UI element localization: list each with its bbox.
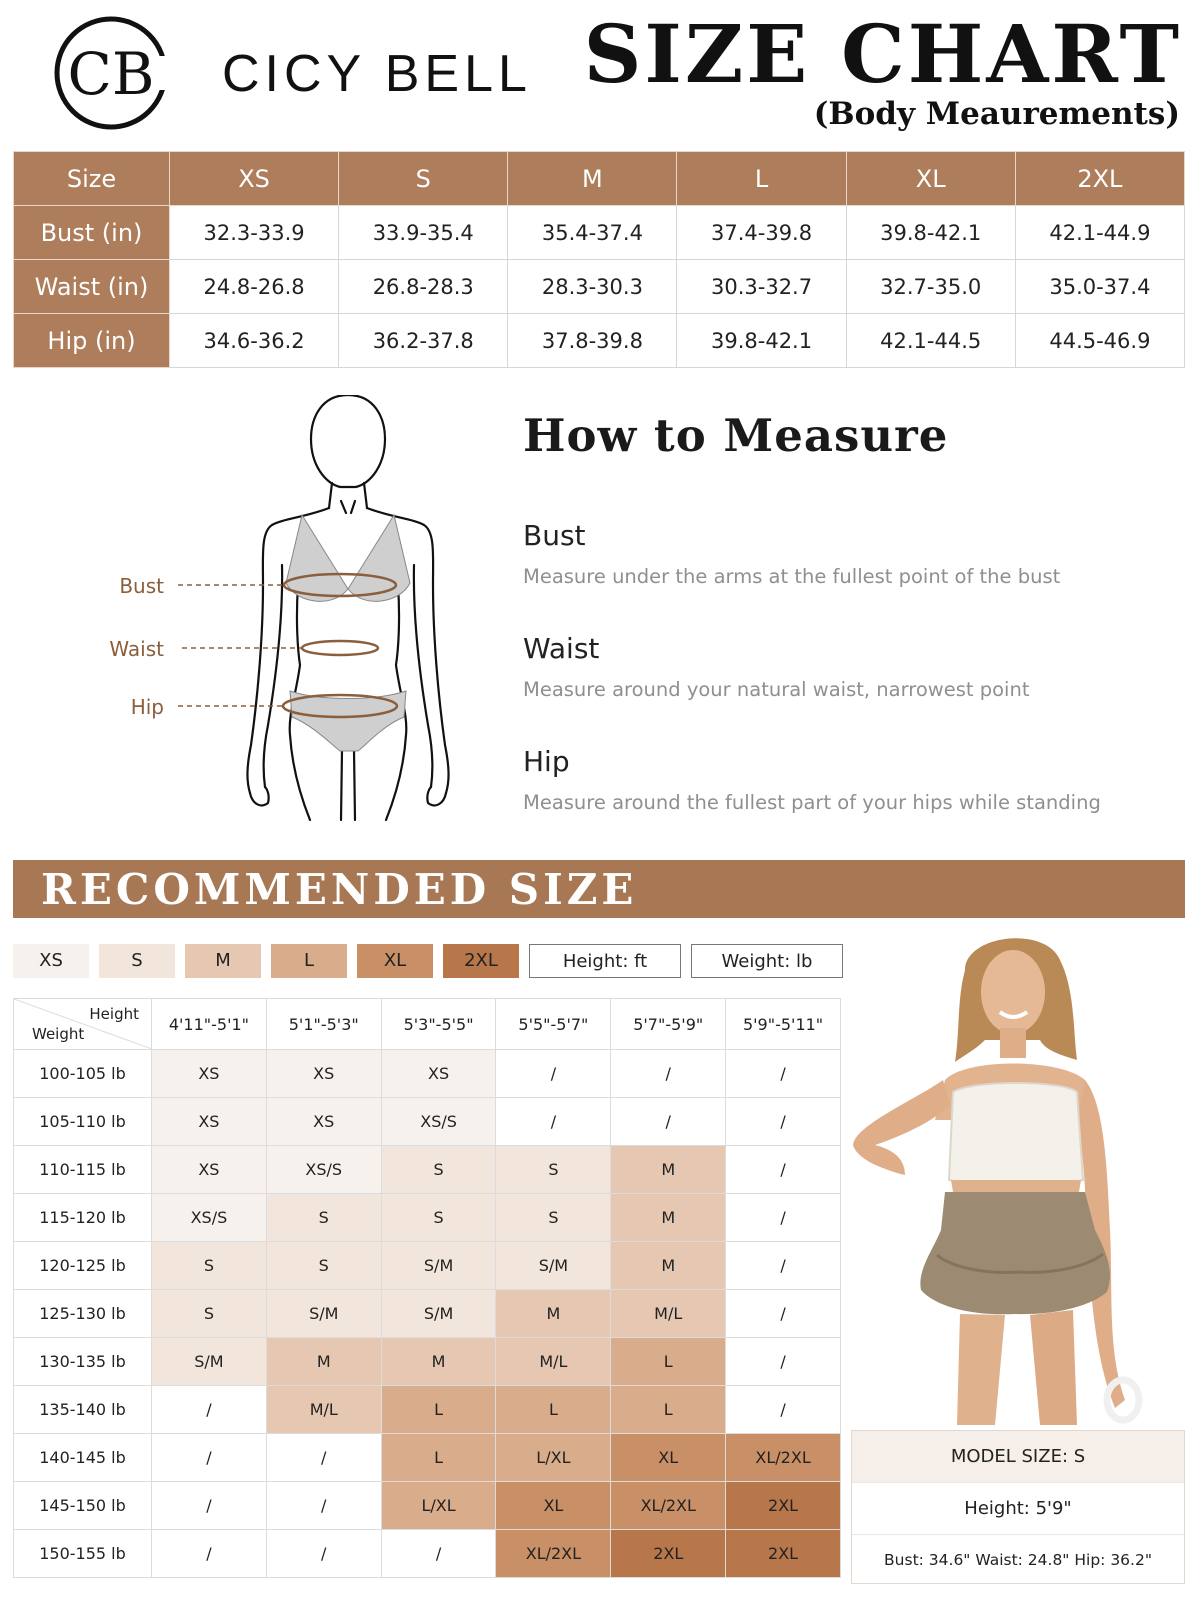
legend-chip-m: M [185, 944, 261, 978]
recommended-size-cell: S/M [152, 1338, 267, 1386]
recommended-size-cell: M/L [496, 1338, 611, 1386]
table-row [14, 1290, 841, 1338]
recommended-size-cell: S [152, 1242, 267, 1290]
table-cell: 28.3-30.3 [508, 260, 677, 314]
recommended-size-cell: S [381, 1146, 496, 1194]
recommended-size-cell: / [152, 1434, 267, 1482]
model-measurements: Bust: 34.6" Waist: 24.8" Hip: 36.2" [884, 1551, 1152, 1569]
table-row [14, 1386, 841, 1434]
brand-logo [52, 14, 170, 132]
model-size: MODEL SIZE: S [852, 1431, 1184, 1483]
page-subtitle: (Body Meaurements) [813, 96, 1180, 132]
table-row [14, 1482, 841, 1530]
legend-chip-s: S [99, 944, 175, 978]
header-cell: S [339, 152, 508, 206]
weight-range-cell: 125-130 lb [14, 1290, 152, 1338]
table-cell: 33.9-35.4 [339, 206, 508, 260]
header-cell: Size [14, 152, 170, 206]
recommended-size-cell: XS [152, 1146, 267, 1194]
recommended-size-cell: S [496, 1194, 611, 1242]
recommended-size-cell: / [381, 1530, 496, 1578]
header-cell: 2XL [1015, 152, 1184, 206]
row-header: Bust (in) [14, 206, 170, 260]
size-color-legend [13, 944, 843, 978]
recommended-size-cell: L [611, 1338, 726, 1386]
table-cell: 32.7-35.0 [846, 260, 1015, 314]
recommended-size-cell: XS/S [152, 1194, 267, 1242]
table-cell: 34.6-36.2 [170, 314, 339, 368]
height-header-cell: 5'1"-5'3" [266, 999, 381, 1050]
recommended-size-cell: / [726, 1194, 841, 1242]
weight-range-cell: 105-110 lb [14, 1098, 152, 1146]
header-cell: XS [170, 152, 339, 206]
model-height: Height: 5'9" [852, 1483, 1184, 1535]
recommended-size-cell: / [152, 1482, 267, 1530]
table-row [14, 206, 1185, 260]
table-cell: 44.5-46.9 [1015, 314, 1184, 368]
recommended-size-cell: S [266, 1194, 381, 1242]
table-cell: 36.2-37.8 [339, 314, 508, 368]
instruction-text: Measure around your natural waist, narrowest point [523, 678, 1030, 701]
recommended-size-cell: S/M [381, 1290, 496, 1338]
brand-name: CICY BELL [222, 45, 532, 103]
recommended-size-cell: L/XL [496, 1434, 611, 1482]
recommended-size-cell: L [496, 1386, 611, 1434]
recommended-size-cell: 2XL [611, 1530, 726, 1578]
recommended-size-cell: / [266, 1434, 381, 1482]
table-cell: 39.8-42.1 [846, 206, 1015, 260]
banner-title: RECOMMENDED SIZE [41, 865, 638, 914]
row-header: Waist (in) [14, 260, 170, 314]
legend-height-unit: Height: ft [529, 944, 681, 978]
table-cell: 26.8-28.3 [339, 260, 508, 314]
recommended-size-cell: / [726, 1290, 841, 1338]
recommended-size-table [13, 998, 841, 1578]
recommended-size-cell: / [726, 1146, 841, 1194]
table-row [14, 1434, 841, 1482]
table-cell: 42.1-44.5 [846, 314, 1015, 368]
recommended-size-cell: M [266, 1338, 381, 1386]
legend-weight-unit: Weight: lb [691, 944, 843, 978]
recommended-size-cell: XS [266, 1050, 381, 1098]
waist-instruction [523, 631, 1183, 703]
table-cell: 37.8-39.8 [508, 314, 677, 368]
recommended-size-cell: M [611, 1194, 726, 1242]
recommended-size-cell: M [381, 1338, 496, 1386]
recommended-size-cell: L/XL [381, 1482, 496, 1530]
table-cell: 37.4-39.8 [677, 206, 846, 260]
body-figure-illustration [100, 395, 460, 835]
recommended-size-cell: S [496, 1146, 611, 1194]
recommended-size-cell: S/M [266, 1290, 381, 1338]
model-photo [845, 930, 1185, 1425]
recommended-size-cell: / [726, 1386, 841, 1434]
corner-height-label: Height [89, 1005, 139, 1023]
waist-label: Waist [109, 637, 164, 661]
recommended-size-cell: / [266, 1482, 381, 1530]
height-header-cell: 5'7"-5'9" [611, 999, 726, 1050]
recommended-size-cell: M [496, 1290, 611, 1338]
height-header-row [14, 999, 841, 1050]
size-header-row [14, 152, 1185, 206]
table-row [14, 1098, 841, 1146]
recommended-size-cell: L [381, 1386, 496, 1434]
table-cell: 30.3-32.7 [677, 260, 846, 314]
legend-chip-xs: XS [13, 944, 89, 978]
header-cell: L [677, 152, 846, 206]
weight-range-cell: 110-115 lb [14, 1146, 152, 1194]
table-cell: 35.0-37.4 [1015, 260, 1184, 314]
recommended-size-cell: / [496, 1098, 611, 1146]
recommended-size-cell: / [152, 1530, 267, 1578]
bust-label: Bust [119, 574, 164, 598]
recommended-size-cell: XL/2XL [611, 1482, 726, 1530]
recommended-size-cell: / [496, 1050, 611, 1098]
recommended-size-cell: / [611, 1098, 726, 1146]
recommended-size-cell: XL/2XL [726, 1434, 841, 1482]
table-cell: 32.3-33.9 [170, 206, 339, 260]
recommended-size-cell: L [611, 1386, 726, 1434]
weight-range-cell: 100-105 lb [14, 1050, 152, 1098]
table-corner-cell [14, 999, 152, 1050]
table-cell: 24.8-26.8 [170, 260, 339, 314]
recommended-size-cell: S/M [381, 1242, 496, 1290]
hip-instruction [523, 744, 1183, 816]
recommended-size-cell: XS [266, 1098, 381, 1146]
recommended-size-cell: / [726, 1098, 841, 1146]
recommended-size-cell: XL/2XL [496, 1530, 611, 1578]
table-row [14, 314, 1185, 368]
recommended-size-cell: XS/S [381, 1098, 496, 1146]
recommended-size-cell: XS [381, 1050, 496, 1098]
body-measurement-table [13, 151, 1185, 368]
recommended-size-cell: / [152, 1386, 267, 1434]
recommended-size-cell: XS [152, 1050, 267, 1098]
table-cell: 35.4-37.4 [508, 206, 677, 260]
recommended-size-cell: / [266, 1530, 381, 1578]
weight-range-cell: 135-140 lb [14, 1386, 152, 1434]
recommended-size-cell: S/M [496, 1242, 611, 1290]
weight-range-cell: 145-150 lb [14, 1482, 152, 1530]
model-info-box [851, 1430, 1185, 1584]
table-cell: 39.8-42.1 [677, 314, 846, 368]
height-header-cell: 4'11"-5'1" [152, 999, 267, 1050]
recommended-size-cell: S [381, 1194, 496, 1242]
table-row [14, 1530, 841, 1578]
recommended-size-cell: M [611, 1242, 726, 1290]
corner-weight-label: Weight [32, 1025, 85, 1043]
table-cell: 42.1-44.9 [1015, 206, 1184, 260]
header-cell: XL [846, 152, 1015, 206]
recommended-size-cell: L [381, 1434, 496, 1482]
svg-text:CB: CB [67, 40, 155, 108]
table-row [14, 1050, 841, 1098]
recommended-size-cell: / [726, 1242, 841, 1290]
table-row [14, 1242, 841, 1290]
instruction-text: Measure under the arms at the fullest point of the bust [523, 565, 1061, 588]
recommended-size-cell: M [611, 1146, 726, 1194]
weight-range-cell: 130-135 lb [14, 1338, 152, 1386]
header-cell: M [508, 152, 677, 206]
height-header-cell: 5'3"-5'5" [381, 999, 496, 1050]
recommended-size-cell: / [726, 1338, 841, 1386]
row-header: Hip (in) [14, 314, 170, 368]
height-header-cell: 5'5"-5'7" [496, 999, 611, 1050]
hip-label: Hip [130, 695, 164, 719]
weight-range-cell: 140-145 lb [14, 1434, 152, 1482]
recommended-size-cell: XL [611, 1434, 726, 1482]
bust-instruction [523, 518, 1183, 590]
recommended-size-cell: XS [152, 1098, 267, 1146]
recommended-size-cell: 2XL [726, 1530, 841, 1578]
recommended-size-cell: M/L [266, 1386, 381, 1434]
legend-chip-xl: XL [357, 944, 433, 978]
recommended-size-cell: XS/S [266, 1146, 381, 1194]
instruction-heading: Hip [523, 745, 570, 778]
recommended-size-cell: XL [496, 1482, 611, 1530]
recommended-size-cell: S [152, 1290, 267, 1338]
how-to-measure-title: How to Measure [523, 409, 949, 462]
height-header-cell: 5'9"-5'11" [726, 999, 841, 1050]
weight-range-cell: 150-155 lb [14, 1530, 152, 1578]
recommended-size-cell: M/L [611, 1290, 726, 1338]
instruction-heading: Bust [523, 519, 586, 552]
recommended-size-cell: 2XL [726, 1482, 841, 1530]
table-row [14, 260, 1185, 314]
recommended-size-cell: S [266, 1242, 381, 1290]
legend-chip-l: L [271, 944, 347, 978]
recommended-size-banner [13, 860, 1185, 918]
table-row [14, 1338, 841, 1386]
weight-range-cell: 115-120 lb [14, 1194, 152, 1242]
table-row [14, 1146, 841, 1194]
page-title: SIZE CHART [583, 7, 1182, 101]
weight-range-cell: 120-125 lb [14, 1242, 152, 1290]
recommended-size-cell: / [611, 1050, 726, 1098]
instruction-heading: Waist [523, 632, 600, 665]
recommended-size-cell: / [726, 1050, 841, 1098]
instruction-text: Measure around the fullest part of your hips while standing [523, 791, 1101, 814]
table-row [14, 1194, 841, 1242]
legend-chip-2xl: 2XL [443, 944, 519, 978]
